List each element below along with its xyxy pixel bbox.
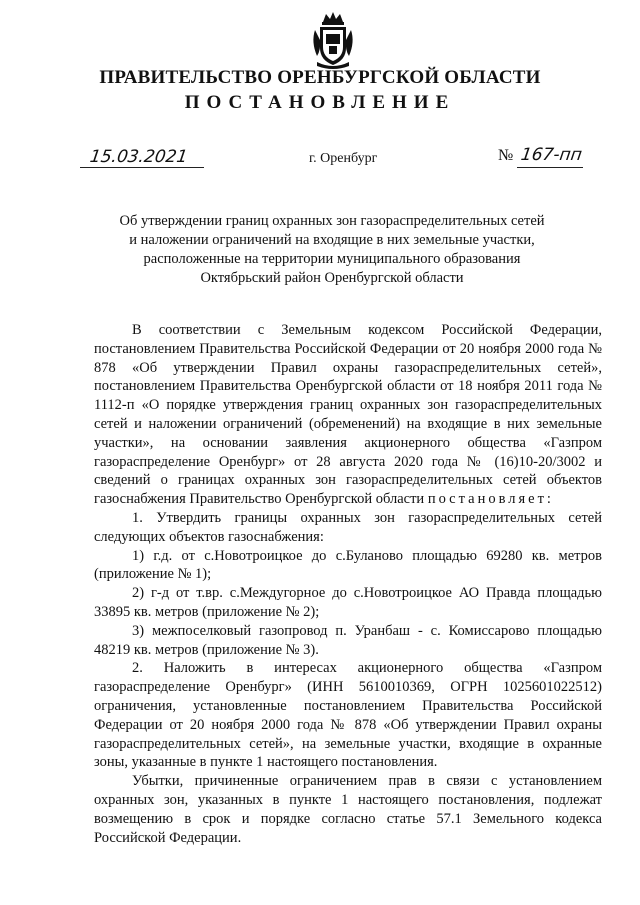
number-underline xyxy=(517,167,583,168)
date-underline xyxy=(80,167,204,168)
subject-line: Об утверждении границ охранных зон газораспределительных сетей xyxy=(119,213,545,229)
number-sign: № xyxy=(498,147,514,164)
item-1-2: 2) г-д от т.вр. с.Междугорное до с.Новотроицкое АО Правда площадью 33895 кв. метров (приложение № 2); xyxy=(94,585,602,620)
document-type-title: ПОСТАНОВЛЕНИЕ xyxy=(184,92,456,113)
orenburg-coat-of-arms-icon xyxy=(309,10,357,70)
resolves-word: постановляет: xyxy=(427,491,554,508)
document-number: 167-пп xyxy=(519,145,584,165)
subject-line: Октябрьский район Оренбургской области xyxy=(200,270,464,286)
subject-line: расположенные на территории муниципального образования xyxy=(143,251,521,267)
preamble-text: В соответствии с Земельным кодексом Российской Федерации, постановлением Правительства Российской Федерации от 20 ноября 2000 года № 878 «Об утверждении Правил охраны газораспределительных сетей», постановлением Правительства Оренбургской области от 18 ноября 2011 года № 1112-п «О порядке утверждения границ охранных зон газораспределительных сетей и наложении ограничений (обременений) на входящие в них земельные участки», на основании заявления акционерного общества «Газпром газораспределение Оренбург» от 28 августа 2020 года № (16)10-20/3002 и сведений о границах охранных зон газораспределительных сетей объектов газоснабжения Правительство Оренбургской области xyxy=(94,322,602,508)
item-2: 2. Наложить в интересах акционерного общества «Газпром газораспределение Оренбург» (ИНН 5610010369, ОГРН 1025601022512) ограничения, установленные постановлением Правительства Российской Федерации от 20 ноября 2000 года № 878 «Об утверждении Правил охраны газораспределительных сетей», на земельные участки, входящие в охранные зоны, указанные в пункте 1 настоящего постановления. xyxy=(94,660,602,771)
government-title: ПРАВИТЕЛЬСТВО ОРЕНБУРГСКОЙ ОБЛАСТИ xyxy=(99,67,541,88)
document-subject xyxy=(80,212,584,288)
document-body xyxy=(94,321,602,847)
document-date: 15.03.2021 xyxy=(88,147,189,167)
item-1-3: 3) межпоселковый газопровод п. Уранбаш - с. Комиссарово площадью 48219 кв. метров (приложение № 3). xyxy=(94,622,602,658)
damages-paragraph: Убытки, причиненные ограничением прав в связи с установлением охранных зон, указанных в пункте 1 настоящего постановления, подлежат возмещению в срок и порядке согласно статье 57.1 Земельного кодекса Российской Федерации. xyxy=(94,773,602,846)
item-1: 1. Утвердить границы охранных зон газораспределительных сетей следующих объектов газоснабжения: xyxy=(94,509,602,545)
preamble-paragraph xyxy=(94,321,602,509)
subject-line: и наложении ограничений на входящие в них земельные участки, xyxy=(129,232,535,248)
item-1-1: 1) г.д. от с.Новотроицкое до с.Буланово площадью 69280 кв. метров (приложение № 1); xyxy=(94,547,602,583)
city-label: г. Оренбург xyxy=(309,151,378,166)
